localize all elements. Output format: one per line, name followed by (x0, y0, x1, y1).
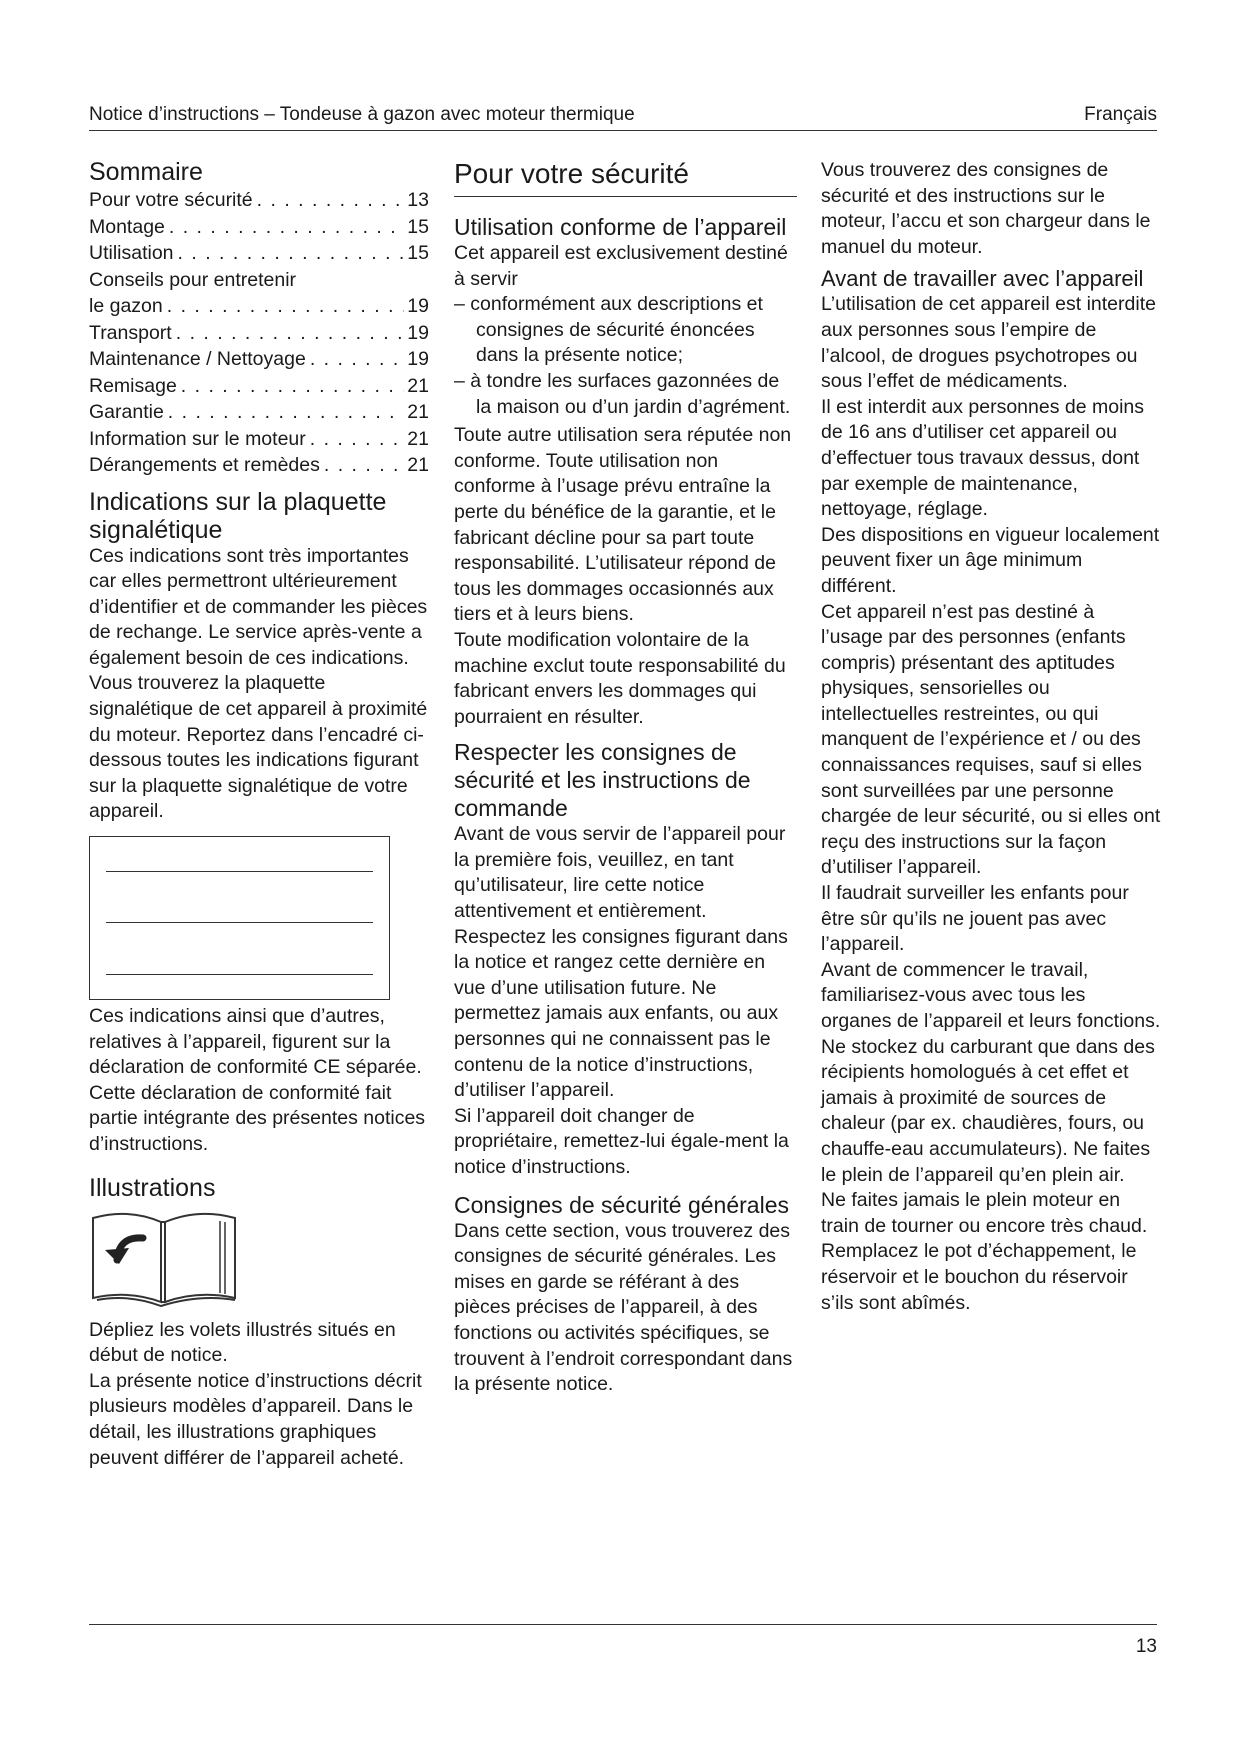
toc-entry[interactable]: Montage . . . 15 (89, 215, 429, 242)
respect-heading: Respecter les consignes de sécurité et les instructions de commande (454, 739, 751, 822)
table-of-contents (89, 188, 429, 480)
toc-entry[interactable]: Transport . . . 19 (89, 321, 429, 348)
engine-manual-note: Vous trouverez des consignes de sécurité et des instructions sur le moteur, l’accu et son chargeur dans le manuel du moteur. (821, 159, 1151, 258)
toc-entry[interactable]: Pour votre sécurité . . . 13 (89, 188, 429, 215)
list-item: – conformément aux descriptions et consignes de sécurité énoncées dans la présente notice; (454, 292, 797, 369)
before-paragraph: Des dispositions en vigueur localement peuvent fixer un âge minimum différent. (821, 523, 1160, 597)
before-paragraph: Remplacez le pot d’échappement, le réservoir et le bouchon du réservoir s’ils sont abîmés. (821, 1240, 1137, 1314)
safety-heading: Pour votre sécurité (454, 158, 797, 197)
general-heading: Consignes de sécurité générales (454, 1191, 789, 1218)
plate-line (106, 974, 373, 975)
before-work-heading: Avant de travailler avec l’appareil (821, 266, 1144, 292)
illustrations-text-1: Dépliez les volets illustrés situés en début de notice. (89, 1318, 396, 1367)
before-paragraph: Cet appareil n’est pas destiné à l’usage par des personnes (enfants compris) présentant des aptitudes physiques, sensorielles ou intellectuelles restreintes, ou qui manquent de l’expérience et / ou des connaissances requises, sauf si elles sont surveillées par une personne chargée de leur sécurité, ou si elles ont reçu des instructions sur la façon d’utiliser l’appareil. (821, 600, 1161, 879)
respect-paragraph-3: Si l’appareil doit changer de propriétaire, remettez-lui égale-ment la notice d’instructions. (454, 1104, 789, 1178)
use-heading: Utilisation conforme de l’appareil (454, 214, 787, 240)
before-paragraph: Avant de commencer le travail, familiarisez-vous avec tous les organes de l’appareil et leurs fonctions. (821, 958, 1161, 1032)
column-right (821, 158, 1161, 1316)
toc-entry[interactable]: Maintenance / Nettoyage . . . 19 (89, 347, 429, 374)
plate-after-text: Ces indications ainsi que d’autres, relatives à l’appareil, figurent sur la déclaration de conformité CE séparée. Cette déclaration de conformité fait partie intégrante des présentes notices d’instructions. (89, 1005, 426, 1155)
toc-entry[interactable]: le gazon . . . 19 (89, 294, 429, 321)
illustrations-heading: Illustrations (89, 1173, 216, 1202)
toc-heading: Sommaire (89, 158, 203, 186)
toc-entry[interactable]: Dérangements et remèdes . . . 21 (89, 453, 429, 480)
before-paragraph: Il est interdit aux personnes de moins de 16 ans d’utiliser cet appareil ou d’effectuer tous travaux dessus, dont par exemple de maintenance, nettoyage, réglage. (821, 395, 1145, 521)
plate-heading: Indications sur la plaquette signalétique (89, 487, 387, 544)
use-list (454, 292, 797, 420)
book-icon (89, 1210, 239, 1308)
plate-line (106, 871, 373, 872)
column-left (89, 158, 429, 1471)
before-paragraph: L’utilisation de cet appareil est interdite aux personnes sous l’empire de l’alcool, de drogues psychotropes ou sous l’effet de médicaments. (821, 293, 1156, 393)
toc-entry[interactable]: Utilisation . . . 15 (89, 241, 429, 268)
before-paragraph: Il faudrait surveiller les enfants pour être sûr qu’ils ne jouent pas avec l’appareil. (821, 882, 1129, 956)
plate-line (106, 922, 373, 923)
document-title: Notice d’instructions – Tondeuse à gazon avec moteur thermique (89, 104, 635, 125)
column-middle (454, 158, 797, 1398)
plate-text: Ces indications sont très importantes car elles permettront ultérieurement d’identifier et de commander les pièces de rechange. Le service après-vente a également besoin de ces indications. Vous trouverez la plaquette signalétique de cet appareil à proximité du moteur. Reportez dans l’encadré ci-dessous toutes les indications figurant sur la plaquette signalétique de votre appareil. (89, 544, 428, 823)
toc-entry-first-line[interactable]: Conseils pour entretenir (89, 268, 297, 291)
toc-entry[interactable]: Garantie . . . 21 (89, 400, 429, 427)
general-paragraph: Dans cette section, vous trouverez des consignes de sécurité générales. Les mises en garde se référant à des pièces précises de l’appareil, à des fonctions ou activités spécifiques, se trouvent à l’endroit correspondant dans la présente notice. (454, 1219, 793, 1396)
page-header (89, 100, 1157, 131)
before-paragraph: Ne stockez du carburant que dans des récipients homologués à cet effet et jamais à proximité de sources de chaleur (par ex. chaudières, fours, ou chauffe-eau accumulateurs). Ne faites le plein de l’appareil qu’en plein air. (821, 1035, 1155, 1186)
respect-paragraph-2: Respectez les consignes figurant dans la notice et rangez cette dernière en vue d’une utilisation future. Ne permettez jamais aux enfants, ou aux personnes qui ne connaissent pas le contenu de la notice d’instructions, d’utiliser l’appareil. (454, 925, 788, 1102)
rating-plate-box[interactable] (89, 836, 390, 1000)
use-paragraph-2: Toute modification volontaire de la machine exclut toute responsabilité du fabricant envers les dommages qui pourraient en résulter. (454, 628, 786, 728)
toc-entry[interactable]: Information sur le moteur . . . 21 (89, 427, 429, 454)
illustrations-text-2: La présente notice d’instructions décrit plusieurs modèles d’appareil. Dans le détail, les illustrations graphiques peuvent différer de l’appareil acheté. (89, 1369, 422, 1469)
list-item: – à tondre les surfaces gazonnées de la maison ou d’un jardin d’agrément. (454, 369, 797, 420)
respect-paragraph-1: Avant de vous servir de l’appareil pour la première fois, veuillez, en tant qu’utilisateur, lire cette notice attentivement et entièrement. (454, 823, 786, 923)
before-paragraph: Ne faites jamais le plein moteur en train de tourner ou encore très chaud. (821, 1189, 1148, 1237)
page-number: 13 (1135, 1636, 1157, 1657)
language-label: Français (1084, 104, 1157, 125)
footer-divider (89, 1624, 1157, 1625)
use-intro: Cet appareil est exclusivement destiné à servir (454, 242, 788, 290)
toc-entry[interactable]: Remisage . . . 21 (89, 374, 429, 401)
use-paragraph-1: Toute autre utilisation sera réputée non conforme. Toute utilisation non conforme à l’usage prévu entraîne la perte du bénéfice de la garantie, et le fabricant décline pour sa part toute responsabilité. L’utilisateur répond de tous les dommages occasionnés aux tiers et à leurs biens. (454, 424, 792, 626)
